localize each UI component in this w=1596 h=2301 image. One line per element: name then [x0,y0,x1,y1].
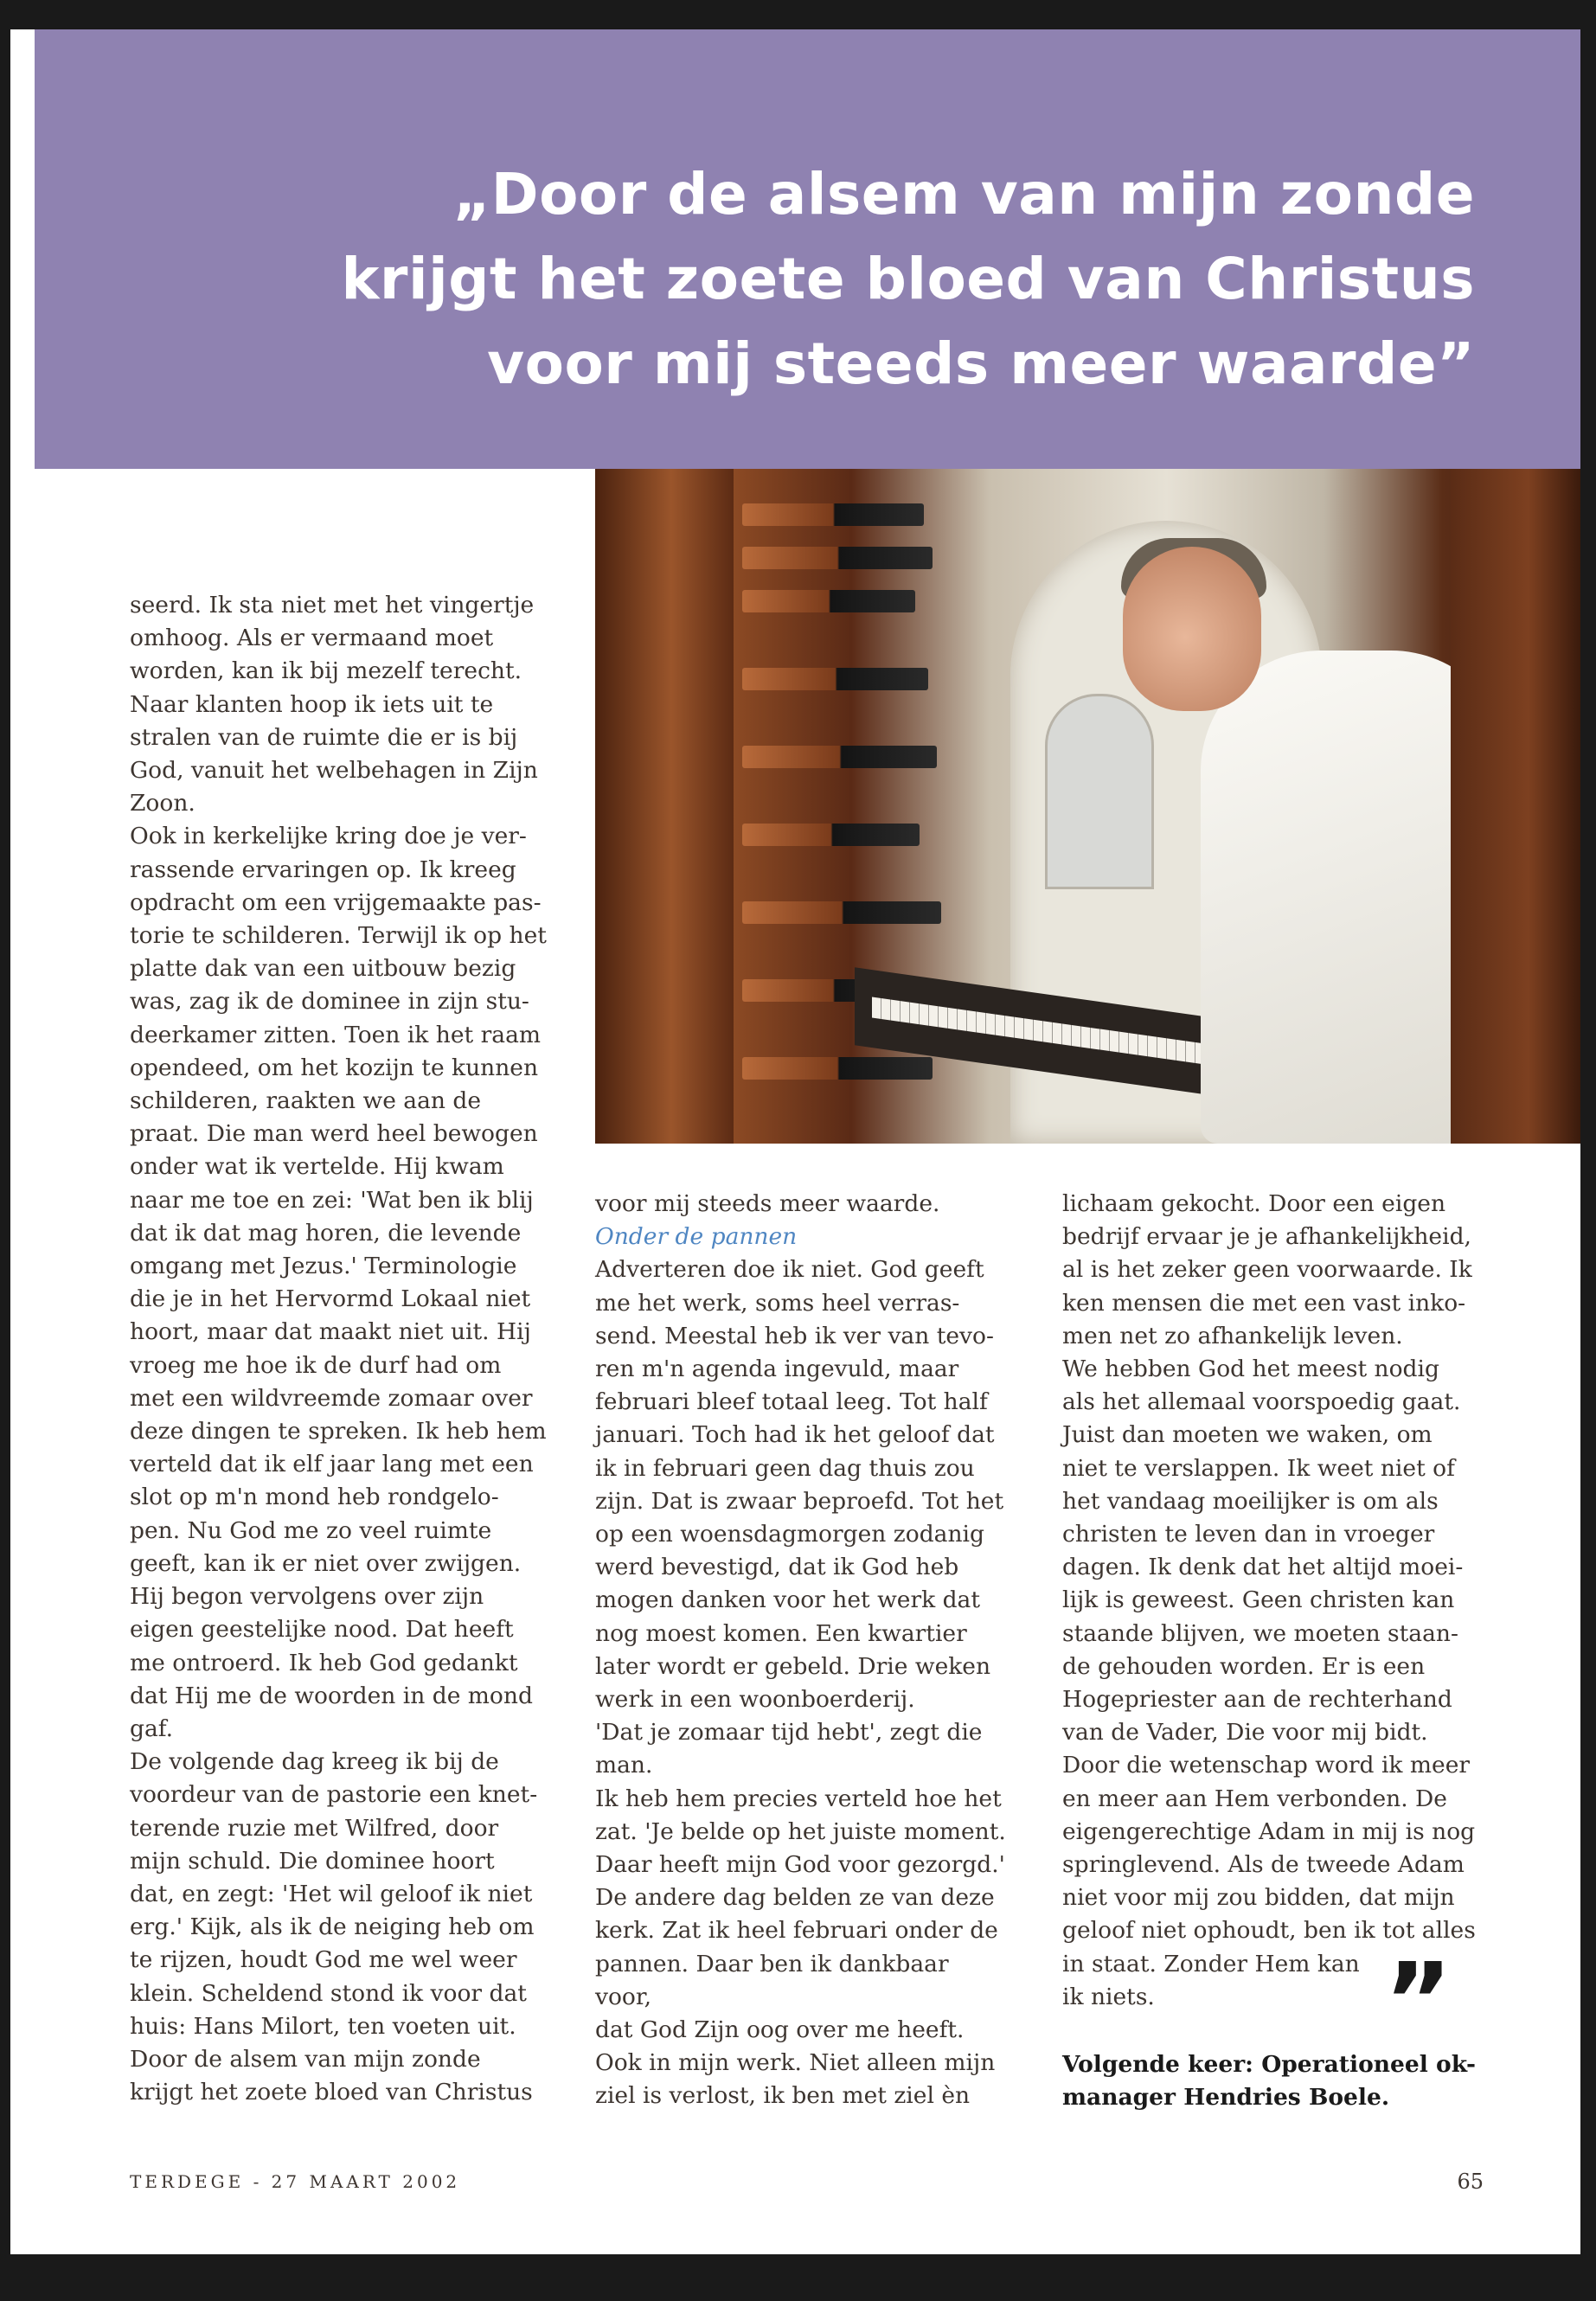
text-line: christen te leven dan in vroeger [1062,1521,1435,1548]
text-line: stralen van de ruimte die er is bij [130,723,518,751]
text-line: februari bleef totaal leeg. Tot half [595,1388,988,1416]
text-line: niet te verslappen. Ik weet niet of [1062,1454,1455,1482]
organ-stop [742,746,937,768]
text-line: met een wildvreemde zomaar over [130,1384,533,1412]
text-line: ren m'n agenda ingevuld, maar [595,1356,959,1383]
text-line: te rijzen, houdt God me wel weer [130,1946,517,1974]
text-line: dat, en zegt: 'Het wil geloof ik niet [130,1880,533,1907]
page-number: 65 [1457,2170,1484,2194]
text-line: erg.' Kijk, als ik de neiging heb om [130,1913,535,1941]
text-line: platte dak van een uitbouw bezig [130,955,516,983]
organ-stop [742,824,920,846]
article-column-3 [1062,1188,1486,2014]
text-line: geeft, kan ik er niet over zwijgen. [130,1549,522,1577]
text-line: werk in een woonboerderij. [595,1686,915,1714]
text-line: voordeur van de pastorie een knet- [130,1781,538,1809]
text-line: schilderen, raakten we aan de [130,1087,482,1115]
organist-head [1123,547,1261,711]
text-line: en meer aan Hem verbonden. De [1062,1785,1447,1812]
text-line: 'Dat je zomaar tijd hebt', zegt die [595,1719,983,1747]
text-line: Adverteren doe ik niet. God geeft [595,1256,984,1284]
text-line: me ontroerd. Ik heb God gedankt [130,1649,518,1676]
text-line: pen. Nu God me zo veel ruimte [130,1516,492,1544]
organ-stop [742,668,928,690]
section-subheading: Onder de pannen [595,1223,798,1251]
text-line: rassende ervaringen op. Ik kreeg [130,856,516,883]
text-line: praat. Die man werd heel bewogen [130,1120,538,1148]
text-line: deerkamer zitten. Toen ik het raam [130,1021,542,1048]
headline [177,152,1475,407]
text-line: later wordt er gebeld. Drie weken [595,1652,991,1680]
text-line: dagen. Ik denk dat het altijd moei- [1062,1554,1464,1581]
text-line: men net zo afhankelijk leven. [1062,1322,1403,1349]
organ-stop [742,503,924,526]
wood-panel [1451,469,1580,1144]
organ-stop [742,590,915,612]
text-line: Juist dan moeten we waken, om [1062,1421,1433,1449]
text-line: werd bevestigd, dat ik God heb [595,1554,959,1581]
organist-photo [595,469,1580,1144]
text-line: torie te schilderen. Terwijl ik op het [130,922,547,950]
text-line: Ook in kerkelijke kring doe je ver- [130,823,527,850]
text-line: Ook in mijn werk. Niet alleen mijn [595,2049,996,2077]
text-line: mogen danken voor het werk dat [595,1586,981,1614]
text-line: huis: Hans Milort, ten voeten uit. [130,2012,516,2040]
text-line: lichaam gekocht. Door een eigen [1062,1190,1446,1217]
text-line: Zoon. [130,790,195,817]
text-line: verteld dat ik elf jaar lang met een [130,1451,534,1478]
text-line: ik in februari geen dag thuis zou [595,1454,975,1482]
text-line: die je in het Hervormd Lokaal niet [130,1285,531,1313]
text-line: dat God Zijn oog over me heeft. [595,2016,965,2044]
text-line: vroeg me hoe ik de durf had om [130,1351,502,1379]
text-line: niet voor mij zou bidden, dat mijn [1062,1884,1455,1912]
text-line: kerk. Zat ik heel februari onder de [595,1917,998,1945]
text-line: worden, kan ik bij mezelf terecht. [130,657,522,685]
text-line: bedrijf ervaar je je afhankelijkheid, [1062,1223,1471,1251]
text-line: omhoog. Als er vermaand moet [130,625,494,652]
text-line: zat. 'Je belde op het juiste moment. [595,1817,1006,1845]
article-column-2 [595,1188,1010,2113]
text-line: was, zag ik de dominee in zijn stu- [130,988,529,1016]
text-line: de gehouden worden. Er is een [1062,1652,1426,1680]
text-line: op een woensdagmorgen zodanig [595,1521,984,1548]
text-line: dat ik dat mag horen, die levende [130,1219,522,1247]
text-line: gaf. [130,1715,174,1742]
next-issue-line: Volgende keer: Operationeel ok- [1062,2051,1477,2078]
left-border [0,0,10,2301]
text-line: nog moest komen. Een kwartier [595,1619,967,1647]
text-line: opdracht om een vrijgemaakte pas- [130,888,542,916]
text-line: slot op m'n mond heb rondgelo- [130,1484,499,1511]
text-line: Hogepriester aan de rechterhand [1062,1686,1452,1714]
text-line: dat Hij me de woorden in de mond [130,1682,533,1709]
text-line: deze dingen te spreken. Ik heb hem [130,1418,547,1445]
text-line: eigengerechtige Adam in mij is nog [1062,1817,1476,1845]
headline-line: krijgt het zoete bloed van Christus [341,246,1475,312]
text-line: zijn. Dat is zwaar beproefd. Tot het [595,1487,1004,1515]
headline-banner [35,29,1580,469]
text-line: Naar klanten hoop ik iets uit te [130,690,494,718]
organ-stop [742,1057,933,1080]
next-issue-teaser [1062,2048,1495,2114]
text-line: voor mij steeds meer waarde. [595,1190,940,1217]
text-line: send. Meestal heb ik ver van tevo- [595,1322,994,1349]
text-line: ik niets. [1062,1983,1155,2010]
text-line: ziel is verlost, ik ben met ziel èn [595,2082,971,2110]
text-line: het vandaag moeilijker is om als [1062,1487,1439,1515]
text-line: staande blijven, we moeten staan- [1062,1619,1458,1647]
text-line: klein. Scheldend stond ik voor dat [130,1979,527,2007]
text-line: me het werk, soms heel verras- [595,1289,960,1317]
bottom-border [0,2254,1596,2301]
text-line: God, vanuit het welbehagen in Zijn [130,757,538,785]
text-line: mijn schuld. Die dominee hoort [130,1847,495,1875]
text-line: als het allemaal voorspoedig gaat. [1062,1388,1461,1416]
text-line: Hij begon vervolgens over zijn [130,1583,484,1611]
text-line: ken mensen die met een vast inko- [1062,1289,1466,1317]
text-line: eigen geestelijke nood. Dat heeft [130,1616,514,1644]
text-line: springlevend. Als de tweede Adam [1062,1851,1465,1879]
text-line: van de Vader, Die voor mij bidt. [1062,1719,1428,1747]
magazine-footer: TERDEGE - 27 MAART 2002 [130,2171,461,2192]
text-line: onder wat ik vertelde. Hij kwam [130,1153,504,1181]
text-line: seerd. Ik sta niet met het vingertje [130,592,535,619]
text-line: krijgt het zoete bloed van Christus [130,2079,533,2106]
next-issue-line: manager Hendries Boele. [1062,2084,1390,2112]
text-line: al is het zeker geen voorwaarde. Ik [1062,1256,1472,1284]
right-border [1580,0,1596,2301]
text-line: naar me toe en zei: 'Wat ben ik blij [130,1186,534,1214]
organ-case [595,469,734,1144]
top-border [0,0,1596,29]
church-window [1045,694,1154,889]
text-line: lijk is geweest. Geen christen kan [1062,1586,1455,1614]
organ-stop [742,901,941,924]
article-column-1 [130,589,554,2109]
text-line: Ik heb hem precies verteld hoe het [595,1785,1002,1812]
headline-line: voor mij steeds meer waarde” [487,330,1475,397]
text-line: januari. Toch had ik het geloof dat [595,1421,995,1449]
text-line: De volgende dag kreeg ik bij de [130,1748,499,1776]
text-line: hoort, maar dat maakt niet uit. Hij [130,1318,531,1346]
text-line: man. [595,1752,653,1779]
text-line: Door die wetenschap word ik meer [1062,1752,1471,1779]
closing-quote-mark: ” [1384,1942,1447,2062]
headline-line: „Door de alsem van mijn zonde [452,161,1475,228]
text-line: in staat. Zonder Hem kan [1062,1950,1360,1977]
text-line: We hebben God het meest nodig [1062,1356,1439,1383]
text-line: geloof niet ophoudt, ben ik tot alles [1062,1917,1476,1945]
text-line: opendeed, om het kozijn te kunnen [130,1054,539,1081]
organ-stop [742,547,933,569]
text-line: terende ruzie met Wilfred, door [130,1814,499,1842]
text-line: pannen. Daar ben ik dankbaar voor, [595,1950,949,2010]
text-line: Daar heeft mijn God voor gezorgd.' [595,1851,1005,1879]
text-line: De andere dag belden ze van deze [595,1884,995,1912]
text-line: omgang met Jezus.' Terminologie [130,1253,517,1280]
text-line: Door de alsem van mijn zonde [130,2045,481,2073]
